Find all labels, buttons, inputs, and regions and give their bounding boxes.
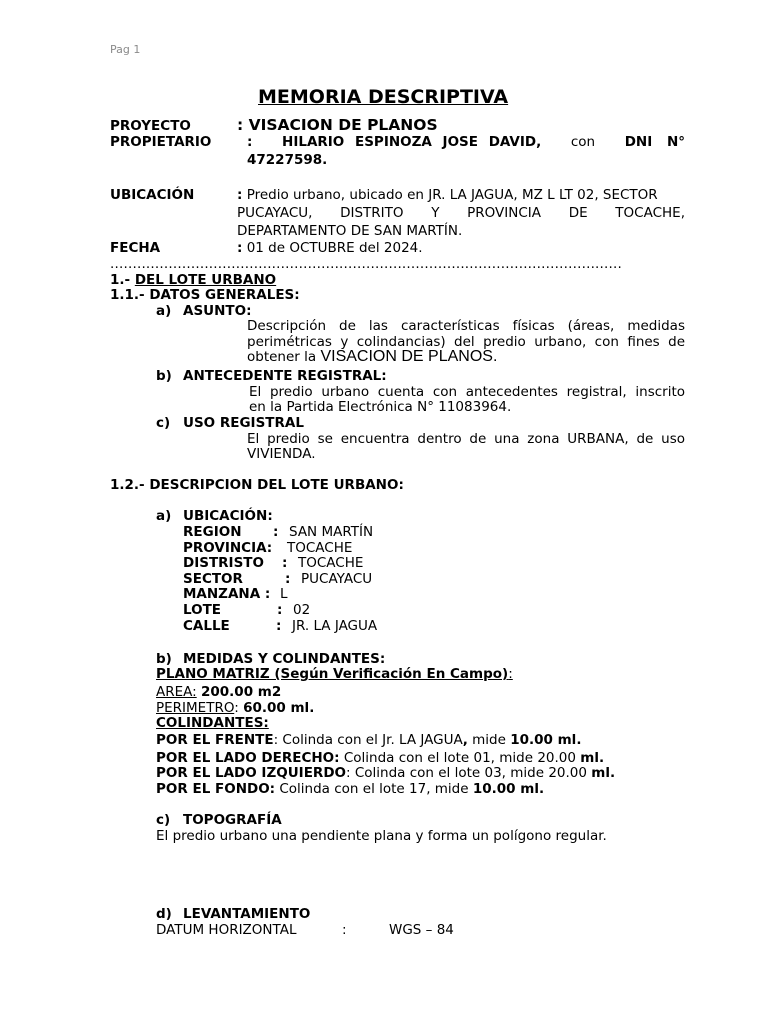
propietario-dni-label: DNI N° — [624, 134, 685, 150]
area-line — [156, 684, 281, 700]
region-colon: : — [273, 524, 279, 540]
frente-mide: mide — [467, 732, 511, 748]
fondo-label: POR EL FONDO: — [156, 781, 276, 797]
derecho-unit: ml. — [580, 750, 605, 766]
section-1-title: DEL LOTE URBANO — [134, 272, 277, 288]
sector-value: PUCAYACU — [301, 571, 373, 587]
propietario-colon: : — [247, 134, 253, 150]
calle-label: CALLE — [183, 618, 230, 634]
propietario-dni-number: 47227598. — [247, 152, 328, 168]
izquierdo-unit: ml. — [591, 765, 616, 781]
provincia-label: PROVINCIA: — [183, 540, 273, 556]
antecedente-title: ANTECEDENTE REGISTRAL: — [183, 368, 387, 384]
fecha-value — [237, 240, 423, 256]
lote-label: LOTE — [183, 602, 222, 618]
ubicacion-label: UBICACIÓN — [110, 187, 195, 203]
frente-label: POR EL FRENTE — [156, 732, 274, 748]
section-1-number: 1.- — [110, 272, 131, 288]
fecha-label: FECHA — [110, 240, 161, 256]
asunto-line3 — [247, 348, 497, 366]
izquierdo-label: POR EL LADO IZQUIERDO — [156, 765, 346, 781]
ubicacion-letter: a) — [156, 508, 172, 524]
provincia-value: TOCACHE — [287, 540, 353, 556]
plano-matriz-title: PLANO MATRIZ (Según Verificación En Campo) — [156, 666, 509, 682]
ubicacion-line3: DEPARTAMENTO DE SAN MARTÍN. — [237, 223, 463, 239]
izquierdo-text: : Colinda con el lote 03, mide 20.00 — [346, 765, 592, 781]
manzana-label: MANZANA : — [183, 586, 271, 602]
datum-label: DATUM HORIZONTAL — [156, 922, 297, 938]
topografia-text: El predio urbano una pendiente plana y forma un polígono regular. — [156, 828, 607, 844]
medidas-title: MEDIDAS Y COLINDANTES: — [183, 651, 386, 667]
sector-colon: : — [285, 571, 291, 587]
fondo-text: Colinda con el lote 17, mide — [275, 781, 473, 797]
proyecto-value — [237, 116, 438, 134]
manzana-value: L — [280, 586, 288, 602]
colindantes-label: COLINDANTES: — [156, 715, 269, 731]
lote-value: 02 — [293, 602, 311, 618]
section-1-2-heading: 1.2.- DESCRIPCION DEL LOTE URBANO: — [110, 477, 404, 493]
proyecto-colon: : — [237, 116, 244, 134]
derecho-line — [156, 750, 604, 766]
distrito-label: DISTRISTO — [183, 555, 264, 571]
uso-letter: c) — [156, 415, 171, 431]
distrito-colon: : — [282, 555, 288, 571]
antecedente-line2: en la Partida Electrónica N° 11083964. — [249, 399, 512, 415]
fondo-value: 10.00 ml. — [472, 781, 545, 797]
datum-colon: : — [342, 922, 347, 938]
calle-value: JR. LA JAGUA — [292, 618, 378, 634]
uso-line1: El predio se encuentra dentro de una zona URBANA, de uso — [247, 431, 685, 447]
topografia-letter: c) — [156, 812, 171, 828]
lote-colon: : — [277, 602, 283, 618]
frente-comma: , — [462, 732, 468, 748]
ubicacion-line2: PUCAYACU, DISTRITO Y PROVINCIA DE TOCACHE, — [237, 205, 685, 221]
perimetro-value: 60.00 ml. — [243, 700, 315, 716]
topografia-title: TOPOGRAFÍA — [183, 812, 282, 828]
izquierdo-line — [156, 765, 615, 781]
propietario-line1 — [247, 134, 685, 150]
asunto-line2: perimétricas y colindancias) del predio urbano, con fines de — [247, 334, 685, 350]
region-value: SAN MARTÍN — [289, 524, 374, 540]
plano-matriz-line — [156, 666, 513, 682]
fondo-line — [156, 781, 544, 797]
distrito-value: TOCACHE — [298, 555, 364, 571]
uso-title: USO REGISTRAL — [183, 415, 304, 431]
asunto-line3-visacion: VISACION DE PLANOS. — [320, 348, 498, 365]
area-value: 200.00 m2 — [201, 684, 282, 700]
document-title: MEMORIA DESCRIPTIVA — [258, 86, 509, 108]
antecedente-letter: b) — [156, 368, 172, 384]
levantamiento-letter: d) — [156, 906, 172, 922]
plano-matriz-colon: : — [508, 666, 513, 682]
ubicacion-colon: : — [237, 187, 243, 203]
asunto-letter: a) — [156, 303, 172, 319]
derecho-text: Colinda con el lote 01, mide 20.00 — [339, 750, 581, 766]
perimetro-colon: : — [234, 700, 239, 716]
perimetro-label: PERIMETRO — [156, 700, 235, 716]
section-1-1-heading: 1.1.- DATOS GENERALES: — [110, 287, 300, 303]
calle-colon: : — [276, 618, 282, 634]
area-label: AREA: — [156, 684, 197, 700]
proyecto-label: PROYECTO — [110, 118, 191, 134]
page-number: Pag 1 — [110, 43, 141, 56]
dotted-separator: .................................................................................................................. — [110, 256, 623, 272]
perimetro-line — [156, 700, 314, 716]
levantamiento-title: LEVANTAMIENTO — [183, 906, 311, 922]
sector-label: SECTOR — [183, 571, 243, 587]
ubicacion-text-1: Predio urbano, ubicado en JR. LA JAGUA, MZ L LT 02, SECTOR — [246, 187, 658, 203]
propietario-name: HILARIO ESPINOZA JOSE DAVID, — [282, 134, 542, 150]
section-1-heading — [110, 272, 276, 288]
proyecto-text: VISACION DE PLANOS — [248, 116, 438, 134]
antecedente-line1: El predio urbano cuenta con antecedentes registral, inscrito — [249, 384, 685, 400]
asunto-title: ASUNTO: — [183, 303, 252, 319]
frente-text: : Colinda con el Jr. LA JAGUA — [273, 732, 463, 748]
uso-line2: VIVIENDA. — [247, 446, 316, 462]
datum-value: WGS – 84 — [389, 922, 454, 938]
asunto-line3-prefix: obtener la — [247, 349, 317, 365]
asunto-line1: Descripción de las características físicas (áreas, medidas — [247, 318, 685, 334]
region-label: REGION — [183, 524, 242, 540]
ubicacion-title: UBICACIÓN: — [183, 508, 273, 524]
frente-value: 10.00 ml. — [510, 732, 582, 748]
frente-line — [156, 732, 581, 748]
fecha-colon: : — [237, 240, 243, 256]
propietario-label: PROPIETARIO — [110, 134, 212, 150]
derecho-label: POR EL LADO DERECHO: — [156, 750, 340, 766]
propietario-con: con — [570, 134, 596, 150]
fecha-text: 01 de OCTUBRE del 2024. — [246, 240, 423, 256]
medidas-letter: b) — [156, 651, 172, 667]
ubicacion-line1 — [237, 187, 658, 203]
